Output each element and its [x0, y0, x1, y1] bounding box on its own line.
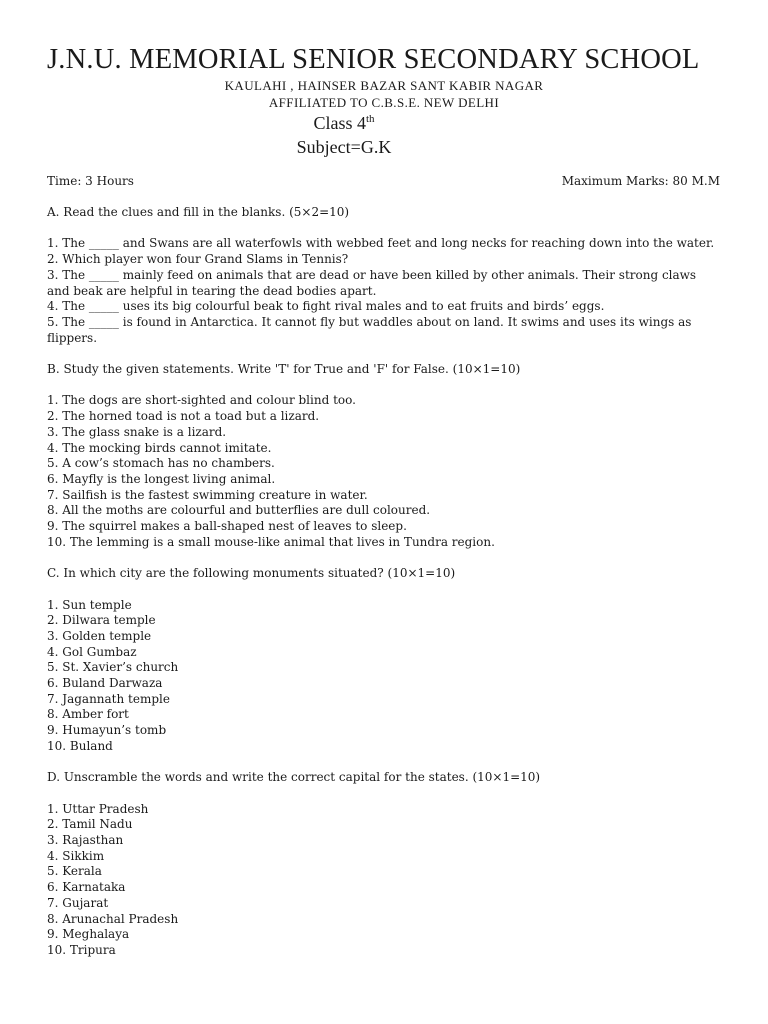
question-item: 7. Sailfish is the fastest swimming creature in water. [47, 487, 368, 502]
question-item: 4. Gol Gumbaz [47, 644, 137, 659]
question-item: 10. Tripura [47, 942, 116, 957]
question-item: 4. The mocking birds cannot imitate. [47, 440, 272, 455]
question-item: 8. Arunachal Pradesh [47, 911, 179, 926]
question-section [47, 205, 719, 362]
question-item: 2. Tamil Nadu [47, 817, 133, 832]
school-name: J.N.U. MEMORIAL SENIOR SECONDARY SCHOOL [47, 44, 700, 75]
question-item: 10. The lemming is a small mouse-like animal that lives in Tundra region. [47, 534, 495, 549]
question-item: 6. Mayfly is the longest living animal. [47, 471, 276, 486]
question-item: 6. Karnataka [47, 880, 126, 895]
question-item: 4. The _____ uses its big colourful beak to fight rival males and to eat fruits and birds’ eggs. [47, 299, 605, 314]
affiliation: AFFILIATED TO C.B.S.E. NEW DELHI [268, 95, 500, 110]
question-item: 8. Amber fort [47, 707, 129, 722]
question-item: 2. Dilwara temple [47, 613, 156, 628]
question-item: 3. The _____ mainly feed on animals that are dead or have been killed by other animals. Their strong claws and beak are helpful in tearing the dead bodies apart. [47, 267, 697, 298]
question-item: 9. The squirrel makes a ball-shaped nest of leaves to sleep. [47, 519, 407, 534]
question-item: 5. The _____ is found in Antarctica. It cannot fly but waddles about on land. It swims and uses its wings as flippers. [47, 314, 692, 345]
question-item: 1. Uttar Pradesh [47, 801, 149, 816]
question-section [47, 770, 719, 958]
spacer [47, 221, 719, 237]
question-item: 3. Golden temple [47, 628, 152, 643]
spacer [47, 582, 719, 598]
question-sections [47, 205, 719, 959]
time-label: Time: 3 Hours [47, 174, 134, 188]
section-heading: A. Read the clues and fill in the blanks. (5×2=10) [47, 205, 350, 219]
question-item: 3. The glass snake is a lizard. [47, 424, 227, 439]
question-item: 1. The dogs are short-sighted and colour blind too. [47, 393, 356, 408]
question-item: 3. Rajasthan [47, 833, 124, 848]
question-item: 2. Which player won four Grand Slams in Tennis? [47, 252, 349, 267]
question-item: 4. Sikkim [47, 848, 105, 863]
section-heading: D. Unscramble the words and write the correct capital for the states. (10×1=10) [47, 770, 541, 785]
spacer [47, 346, 719, 362]
question-item: 8. All the moths are colourful and butterflies are dull coloured. [47, 503, 431, 518]
question-item: 6. Buland Darwaza [47, 676, 163, 691]
question-item: 1. Sun temple [47, 597, 132, 612]
question-item: 2. The horned toad is not a toad but a lizard. [47, 409, 320, 424]
spacer [47, 786, 719, 802]
exam-meta [47, 174, 720, 188]
spacer [47, 755, 719, 771]
class-text: Class 4 [313, 113, 366, 133]
question-item: 10. Buland [47, 738, 113, 753]
question-item: 5. A cow’s stomach has no chambers. [47, 456, 275, 471]
question-item: 7. Jagannath temple [47, 691, 170, 706]
question-item: 5. Kerala [47, 864, 102, 879]
section-heading: B. Study the given statements. Write 'T' for True and 'F' for False. (10×1=10) [47, 362, 521, 376]
spacer [47, 378, 719, 394]
class-suffix: th [365, 113, 375, 125]
question-item: 1. The _____ and Swans are all waterfowls with webbed feet and long necks for reaching down into the water. [47, 236, 715, 251]
question-item: 7. Gujarat [47, 895, 109, 910]
question-item: 9. Meghalaya [47, 927, 130, 942]
section-heading: C. In which city are the following monuments situated? (10×1=10) [47, 566, 456, 581]
question-item: 9. Humayun’s tomb [47, 723, 167, 738]
subject-label: Subject=G.K [296, 137, 392, 157]
class-label [0, 113, 688, 134]
school-address: KAULAHI , HAINSER BAZAR SANT KABIR NAGAR [224, 78, 544, 93]
question-section [47, 362, 719, 566]
question-item: 5. St. Xavier’s church [47, 660, 179, 675]
max-marks-label: Maximum Marks: 80 M.M [561, 174, 720, 188]
question-section [47, 566, 719, 770]
spacer [47, 550, 719, 566]
